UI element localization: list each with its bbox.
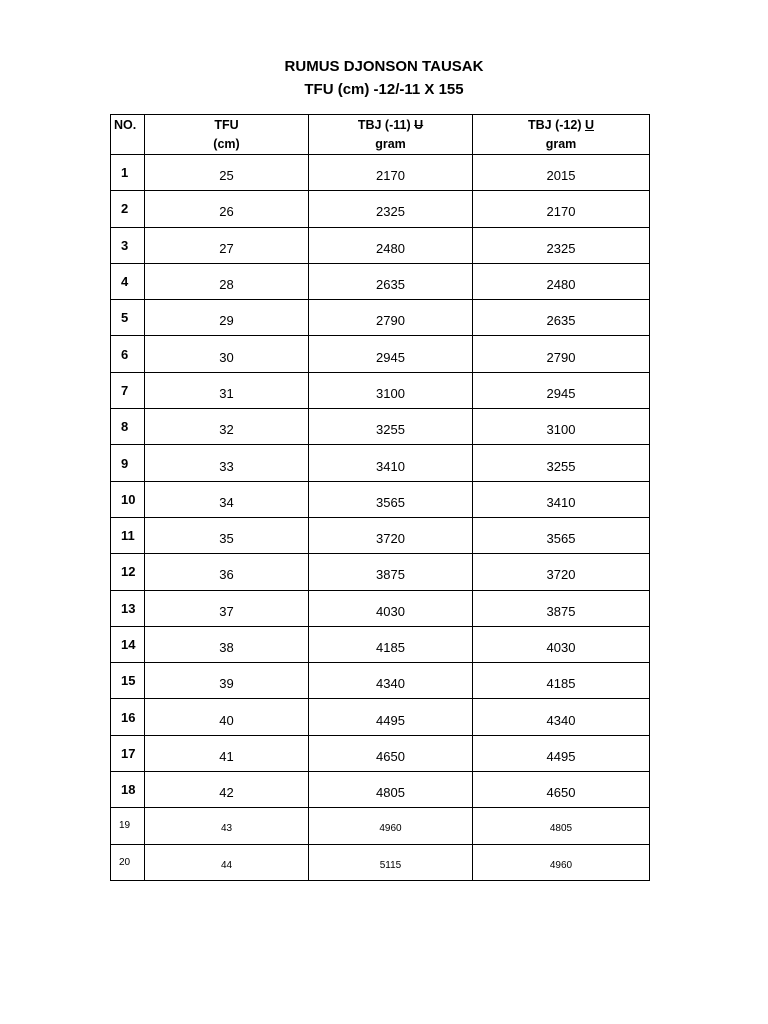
row-tfu-cell: 35 <box>145 517 309 553</box>
row-tbj-11-cell: 3410 <box>309 445 473 481</box>
row-tbj-12-cell: 3255 <box>473 445 650 481</box>
row-tfu-cell: 34 <box>145 481 309 517</box>
row-tfu-cell: 27 <box>145 227 309 263</box>
row-no-cell: 10 <box>111 481 145 517</box>
row-tbj-11-cell: 2170 <box>309 155 473 191</box>
header-no: NO. <box>111 115 145 155</box>
row-tbj-11-cell: 2945 <box>309 336 473 372</box>
header-tbj-12-unit: gram <box>545 137 577 151</box>
table-row <box>111 481 650 517</box>
row-no-cell: 15 <box>111 663 145 699</box>
table-row <box>111 191 650 227</box>
table-row <box>111 263 650 299</box>
header-tbj-11-symbol: U <box>414 118 424 132</box>
row-no-cell: 16 <box>111 699 145 735</box>
row-no-cell: 18 <box>111 772 145 808</box>
row-no-cell: 3 <box>111 227 145 263</box>
row-tfu-cell: 43 <box>145 808 309 844</box>
row-tbj-12-cell: 4495 <box>473 735 650 771</box>
row-tfu-cell: 25 <box>145 155 309 191</box>
table-row <box>111 409 650 445</box>
row-tbj-12-cell: 2015 <box>473 155 650 191</box>
row-tbj-12-cell: 2325 <box>473 227 650 263</box>
row-tfu-cell: 28 <box>145 263 309 299</box>
row-no-cell: 11 <box>111 517 145 553</box>
row-tbj-11-cell: 3565 <box>309 481 473 517</box>
table-row <box>111 808 650 844</box>
row-tbj-11-cell: 4960 <box>309 808 473 844</box>
row-tfu-cell: 39 <box>145 663 309 699</box>
row-tbj-12-cell: 2480 <box>473 263 650 299</box>
header-tbj-11-label: TBJ (-11) <box>357 118 411 132</box>
row-tfu-cell: 36 <box>145 554 309 590</box>
row-tbj-11-cell: 3875 <box>309 554 473 590</box>
table-header-row <box>111 115 650 155</box>
header-tfu-unit: (cm) <box>213 137 240 151</box>
row-no-cell: 7 <box>111 372 145 408</box>
row-no-cell: 6 <box>111 336 145 372</box>
table-row <box>111 772 650 808</box>
header-tfu <box>145 115 309 155</box>
row-no-cell: 9 <box>111 445 145 481</box>
row-tfu-cell: 37 <box>145 590 309 626</box>
table-row <box>111 336 650 372</box>
table-row <box>111 372 650 408</box>
row-no-cell: 12 <box>111 554 145 590</box>
row-tfu-cell: 33 <box>145 445 309 481</box>
header-tfu-label: TFU <box>214 118 239 132</box>
row-tbj-11-cell: 3255 <box>309 409 473 445</box>
table-row <box>111 699 650 735</box>
row-tbj-12-cell: 2170 <box>473 191 650 227</box>
row-tbj-11-cell: 3720 <box>309 517 473 553</box>
row-no-cell: 13 <box>111 590 145 626</box>
row-tbj-11-cell: 5115 <box>309 844 473 880</box>
row-no-cell: 4 <box>111 263 145 299</box>
row-tbj-12-cell: 4960 <box>473 844 650 880</box>
row-tfu-cell: 42 <box>145 772 309 808</box>
row-tbj-12-cell: 4650 <box>473 772 650 808</box>
row-tbj-11-cell: 4185 <box>309 626 473 662</box>
row-tbj-12-cell: 3875 <box>473 590 650 626</box>
row-no-cell: 14 <box>111 626 145 662</box>
table-row <box>111 735 650 771</box>
table-row <box>111 844 650 880</box>
row-tfu-cell: 30 <box>145 336 309 372</box>
row-tbj-12-cell: 4340 <box>473 699 650 735</box>
row-tbj-11-cell: 4340 <box>309 663 473 699</box>
row-no-cell: 17 <box>111 735 145 771</box>
table-body <box>111 155 650 881</box>
row-tbj-11-cell: 3100 <box>309 372 473 408</box>
row-tbj-12-cell: 4805 <box>473 808 650 844</box>
row-tbj-12-cell: 2790 <box>473 336 650 372</box>
table-row <box>111 300 650 336</box>
row-no-cell: 2 <box>111 191 145 227</box>
row-tbj-12-cell: 3100 <box>473 409 650 445</box>
table-row <box>111 663 650 699</box>
row-tbj-12-cell: 4030 <box>473 626 650 662</box>
row-no-cell: 8 <box>111 409 145 445</box>
row-no-cell: 20 <box>111 844 145 880</box>
header-tbj-11-unit: gram <box>375 137 406 151</box>
row-no-cell: 5 <box>111 300 145 336</box>
table-row <box>111 517 650 553</box>
row-no-cell: 19 <box>111 808 145 844</box>
table-row <box>111 554 650 590</box>
document-title: RUMUS DJONSON TAUSAK <box>284 58 484 75</box>
table-row <box>111 445 650 481</box>
header-tbj-11 <box>309 115 473 155</box>
row-tbj-12-cell: 3410 <box>473 481 650 517</box>
header-tbj-12-label: TBJ (-12) <box>528 118 582 132</box>
row-tbj-11-cell: 2480 <box>309 227 473 263</box>
document-formula: TFU (cm) -12/-11 X 155 <box>304 81 464 98</box>
row-tfu-cell: 31 <box>145 372 309 408</box>
row-tfu-cell: 38 <box>145 626 309 662</box>
table-row <box>111 626 650 662</box>
row-tbj-12-cell: 3720 <box>473 554 650 590</box>
row-tbj-11-cell: 2635 <box>309 263 473 299</box>
row-tbj-11-cell: 4805 <box>309 772 473 808</box>
row-tbj-11-cell: 2790 <box>309 300 473 336</box>
row-tbj-12-cell: 3565 <box>473 517 650 553</box>
row-tfu-cell: 40 <box>145 699 309 735</box>
row-tbj-12-cell: 2635 <box>473 300 650 336</box>
row-tbj-11-cell: 4030 <box>309 590 473 626</box>
table-row <box>111 227 650 263</box>
tbj-table <box>110 114 650 881</box>
row-tfu-cell: 26 <box>145 191 309 227</box>
row-tbj-12-cell: 2945 <box>473 372 650 408</box>
header-tbj-12-symbol: U <box>584 118 594 132</box>
row-tbj-11-cell: 2325 <box>309 191 473 227</box>
table-row <box>111 155 650 191</box>
row-tfu-cell: 29 <box>145 300 309 336</box>
row-tbj-12-cell: 4185 <box>473 663 650 699</box>
row-tfu-cell: 32 <box>145 409 309 445</box>
row-tbj-11-cell: 4495 <box>309 699 473 735</box>
row-tfu-cell: 44 <box>145 844 309 880</box>
table-row <box>111 590 650 626</box>
header-tbj-12 <box>473 115 650 155</box>
row-tfu-cell: 41 <box>145 735 309 771</box>
row-tbj-11-cell: 4650 <box>309 735 473 771</box>
row-no-cell: 1 <box>111 155 145 191</box>
